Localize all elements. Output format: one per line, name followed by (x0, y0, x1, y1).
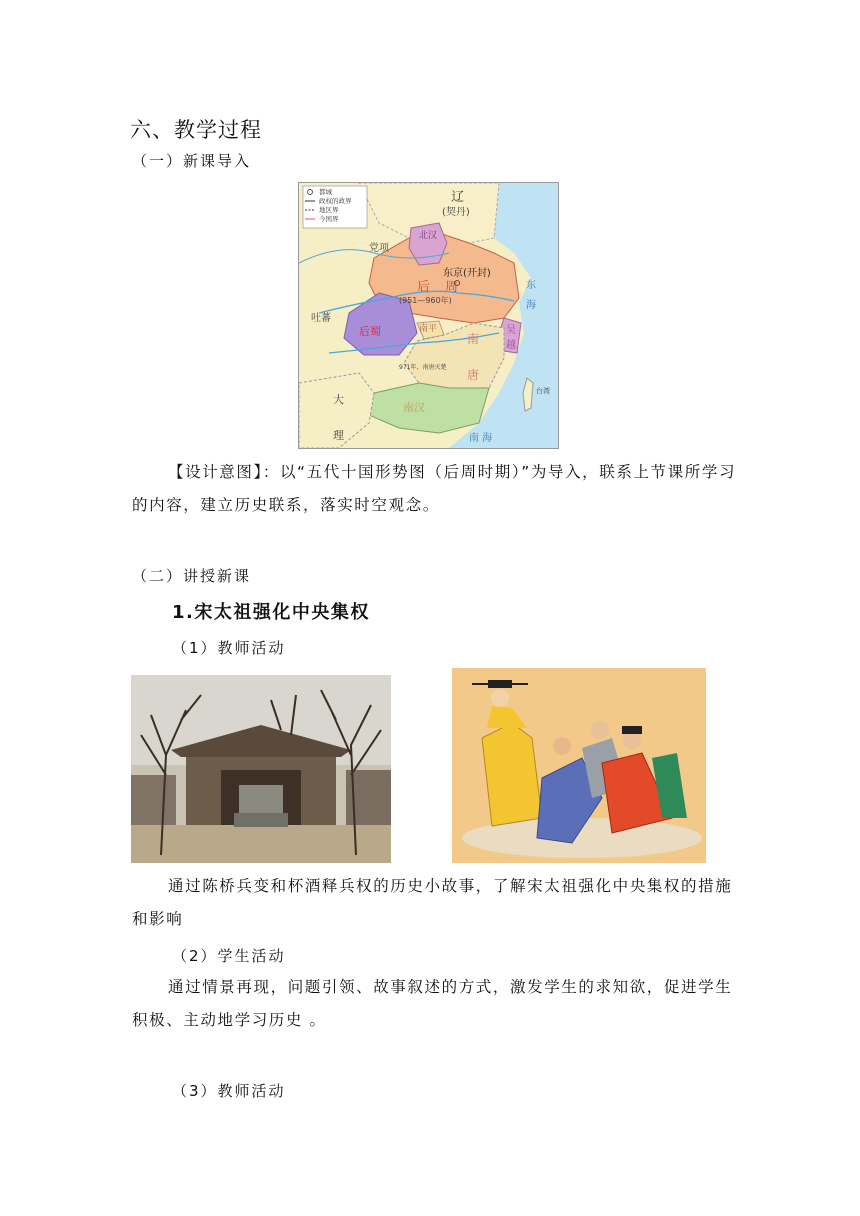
label-wuyue-2: 越 (506, 340, 516, 351)
lecture-heading: （二）讲授新课 (132, 567, 252, 585)
label-li: 理 (333, 429, 344, 442)
label-nanhan: 南汉 (403, 401, 425, 414)
student-activity-description: 通过情景再现，问题引领、故事叙述的方式，激发学生的求知欲，促进学生积极、主动地学习历史 。 (132, 978, 733, 1029)
legend-region-border: 地区界 (319, 206, 339, 214)
label-beihan: 北汉 (419, 231, 438, 241)
five-dynasties-map (298, 182, 559, 449)
intro-heading: （一）新课导入 (132, 152, 252, 170)
label-dangxiang: 党项 (369, 243, 389, 254)
teacher-activity-heading-1: （1）教师活动 (172, 639, 286, 657)
student-activity-heading: （2）学生活动 (172, 947, 286, 965)
label-nanping: 南平 (419, 324, 438, 334)
chenqiao-site-photo (131, 675, 391, 863)
banquet-painting (452, 668, 706, 863)
legend-regime-border: 政权的政界 (319, 197, 352, 205)
label-nanhai: 南 海 (469, 433, 493, 444)
label-hai: 海 (526, 300, 536, 311)
label-tang: 唐 (467, 368, 480, 382)
label-da: 大 (333, 393, 344, 406)
legend-capital: 都城 (319, 188, 332, 196)
label-liao: 辽 (451, 190, 465, 205)
lesson-description: 通过陈桥兵变和杯酒释兵权的历史小故事，了解宋太祖强化中央集权的措施和影响 (132, 877, 733, 928)
label-houshu: 后蜀 (359, 325, 381, 338)
label-taiwan: 台湾 (536, 387, 550, 395)
label-years: (951—960年) (399, 296, 452, 305)
design-intent-paragraph: 【设计意图】：以“五代十国形势图（后周时期）”为导入，联系上节课所学习的内容，建立历史联系，落实时空观念。 (132, 463, 737, 514)
label-nan: 南 (467, 332, 480, 346)
label-tufan: 吐蕃 (311, 313, 331, 324)
label-wuyue-1: 吴 (506, 325, 516, 336)
label-note: 971年，南唐灭楚 (399, 364, 447, 371)
topic-heading: 1.宋太祖强化中央集权 (172, 602, 370, 623)
label-hou: 后 (417, 280, 431, 295)
label-dong: 东 (526, 280, 536, 291)
legend-national-border: 今国界 (319, 215, 339, 223)
label-qidan: (契丹) (442, 207, 470, 218)
teacher-activity-heading-3: （3）教师活动 (172, 1082, 286, 1100)
section-title: 六、教学过程 (130, 118, 262, 142)
label-capital: 东京(开封) (443, 268, 491, 279)
label-zhou: 周 (445, 280, 459, 295)
